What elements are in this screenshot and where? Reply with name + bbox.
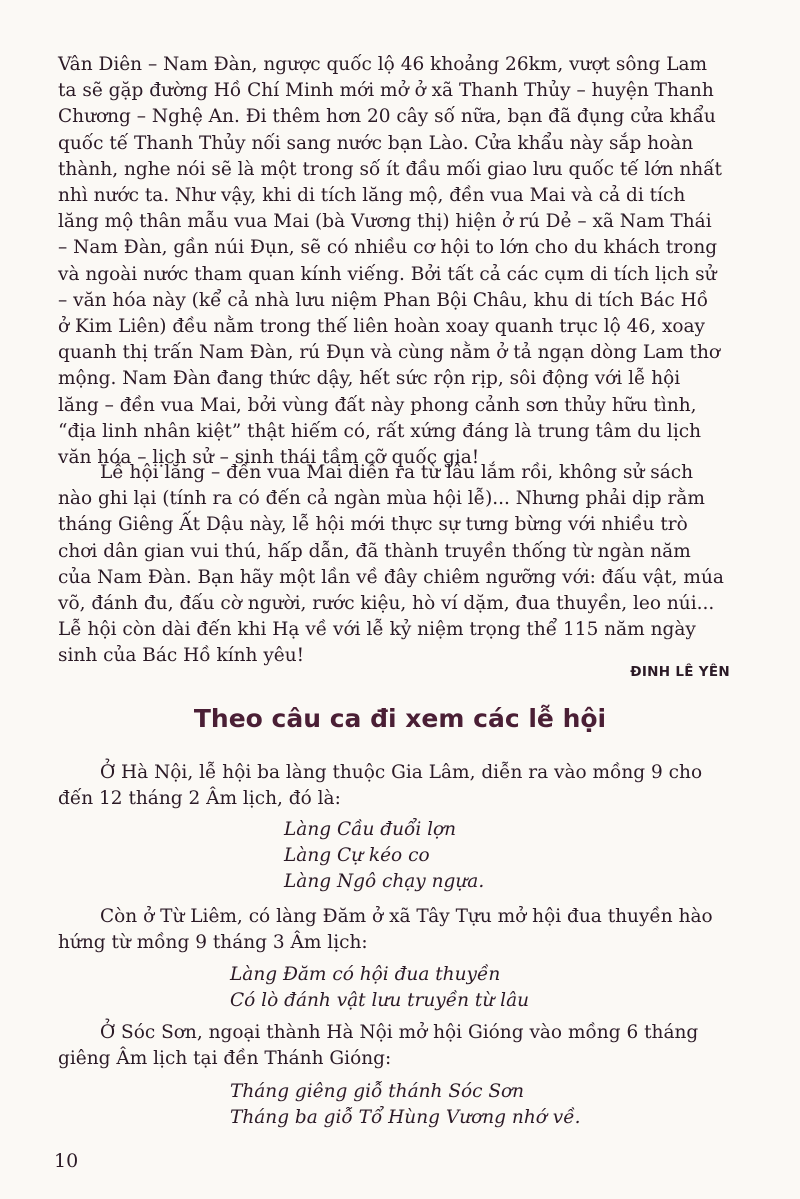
article1-paragraph-2 [58, 460, 758, 670]
verse-line: Tháng giêng giỗ thánh Sóc Sơn [230, 1081, 525, 1102]
text-line: tháng Giêng Ất Dậu này, lễ hội mới thực sự tưng bừng với nhiều trò [58, 514, 688, 536]
text-line: và ngoài nước tham quan kính viếng. Bởi tất cả các cụm di tích lịch sử [58, 263, 717, 285]
verse-1 [284, 817, 484, 896]
author-name: ĐINH LÊ YÊN [630, 664, 730, 680]
text-line: mộng. Nam Đàn đang thức dậy, hết sức rộn rịp, sôi động với lễ hội [58, 368, 681, 390]
text-line: võ, đánh đu, đấu cờ người, rước kiệu, hò ví dặm, đua thuyền, leo núi... [58, 593, 715, 615]
text-line: nhì nước ta. Như vậy, khi di tích lăng mộ, đền vua Mai và cả di tích [58, 185, 686, 207]
text-line: của Nam Đàn. Bạn hãy một lần về đây chiêm ngưỡng với: đấu vật, múa [58, 566, 724, 588]
text-line: ở Kim Liên) đều nằm trong thế liên hoàn xoay quanh trục lộ 46, xoay [58, 316, 706, 338]
text-line: đến 12 tháng 2 Âm lịch, đó là: [58, 788, 341, 810]
text-line: lăng – đền vua Mai, bởi vùng đất này phong cảnh sơn thủy hữu tình, [58, 394, 697, 416]
text-line: lăng mộ thân mẫu vua Mai (bà Vương thị) hiện ở rú Dẻ – xã Nam Thái [58, 211, 712, 233]
text-line: nào ghi lại (tính ra có đến cả ngàn mùa hội lễ)... Nhưng phải dịp rằm [58, 488, 705, 510]
text-line: quốc tế Thanh Thủy nối sang nước bạn Lào. Cửa khẩu này sắp hoàn [58, 132, 694, 154]
text-line: quanh thị trấn Nam Đàn, rú Đụn và cùng nằm ở tả ngạn dòng Lam thơ [58, 342, 721, 364]
verse-line: Tháng ba giỗ Tổ Hùng Vương nhớ về. [230, 1107, 581, 1129]
verse-line: Làng Đăm có hội đua thuyền [230, 964, 501, 985]
text-line: Ở Hà Nội, lễ hội ba làng thuộc Gia Lâm, diễn ra vào mồng 9 cho [100, 762, 703, 783]
verse-line: Làng Ngô chạy ngựa. [284, 871, 485, 893]
text-line: văn hóa – lịch sử – sinh thái tầm cỡ quốc gia! [58, 447, 480, 469]
text-line: Lễ hội lăng – đền vua Mai diễn ra từ lâu lắm rồi, không sử sách [100, 462, 694, 483]
article2-title: Theo câu ca đi xem các lễ hội [193, 704, 607, 733]
text-line: Còn ở Từ Liêm, có làng Đăm ở xã Tây Tựu mở hội đua thuyền hào [100, 906, 713, 927]
verse-2 [230, 962, 529, 1014]
text-line: hứng từ mồng 9 tháng 3 Âm lịch: [58, 932, 368, 954]
page-number: 10 [54, 1150, 79, 1172]
text-line: giêng Âm lịch tại đền Thánh Gióng: [58, 1048, 392, 1070]
text-line: ta sẽ gặp đường Hồ Chí Minh mới mở ở xã Thanh Thủy – huyện Thanh [58, 80, 714, 102]
text-line: Ở Sóc Sơn, ngoại thành Hà Nội mở hội Gióng vào mồng 6 tháng [100, 1022, 699, 1043]
article1-paragraph-1 [58, 52, 758, 471]
text-line: chơi dân gian vui thú, hấp dẫn, đã thành truyền thống từ ngàn năm [58, 540, 691, 562]
text-line: – Nam Đàn, gần núi Đụn, sẽ có nhiều cơ hội to lớn cho du khách trong [58, 237, 718, 259]
verse-line: Làng Cầu đuổi lợn [284, 819, 457, 840]
text-line: Chương – Nghệ An. Đi thêm hơn 20 cây số nữa, bạn đã đụng cửa khẩu [58, 106, 716, 128]
article2-paragraph-1 [58, 760, 758, 812]
verse-line: Làng Cự kéo co [284, 845, 430, 867]
text-line: Lễ hội còn dài đến khi Hạ về với lễ kỷ niệm trọng thể 115 năm ngày [58, 619, 696, 641]
text-line: sinh của Bác Hồ kính yêu! [58, 645, 305, 667]
article2-paragraph-2 [58, 904, 758, 956]
text-line: – văn hóa này (kể cả nhà lưu niệm Phan Bội Châu, khu di tích Bác Hồ [58, 289, 709, 311]
text-line: Vân Diên – Nam Đàn, ngược quốc lộ 46 khoảng 26km, vượt sông Lam [58, 54, 708, 75]
verse-line: Có lò đánh vật lưu truyền từ lâu [230, 990, 530, 1012]
verse-3 [230, 1079, 580, 1131]
text-line: thành, nghe nói sẽ là một trong số ít đầu mối giao lưu quốc tế lớn nhất [58, 158, 722, 180]
article2-paragraph-3 [58, 1020, 758, 1072]
text-line: “địa linh nhân kiệt” thật hiếm có, rất xứng đáng là trung tâm du lịch [58, 420, 702, 442]
